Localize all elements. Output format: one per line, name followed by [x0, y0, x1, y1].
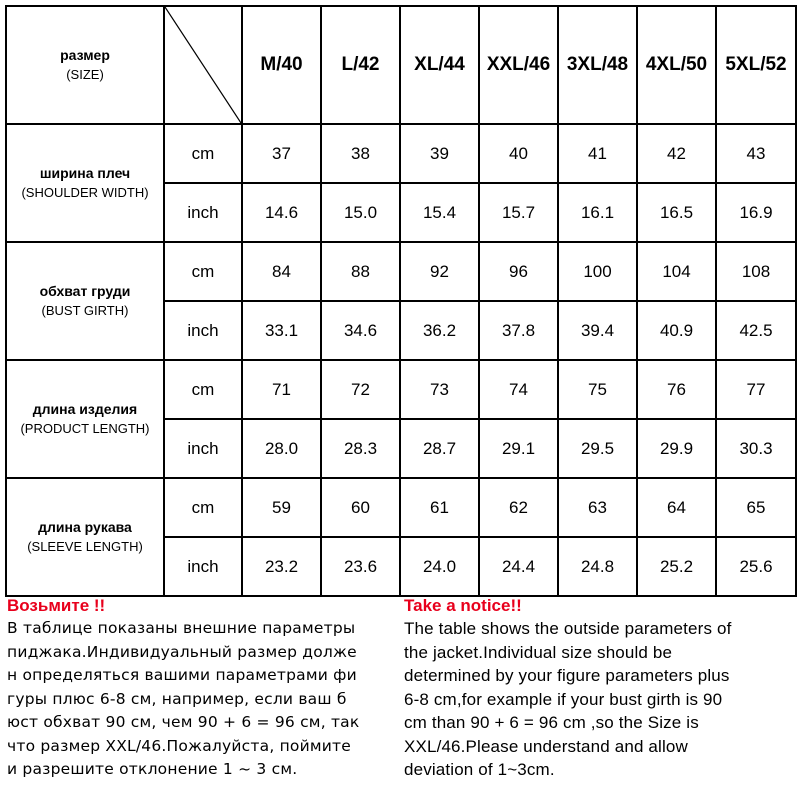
- value-cell: 77: [716, 360, 796, 419]
- value-cell: 15.4: [400, 183, 479, 242]
- value-cell: 33.1: [242, 301, 321, 360]
- value-cell: 88: [321, 242, 400, 301]
- notice-line: 6-8 cm,for example if your bust girth is 90: [404, 689, 723, 709]
- value-cell: 72: [321, 360, 400, 419]
- unit-cell: cm: [164, 124, 242, 183]
- value-cell: 16.5: [637, 183, 716, 242]
- notice-en: [404, 595, 796, 782]
- group-label-sleeve-length: [6, 478, 164, 596]
- value-cell: 60: [321, 478, 400, 537]
- notice-ru: [7, 595, 399, 782]
- value-cell: 64: [637, 478, 716, 537]
- size-header: XXL/46: [479, 6, 558, 124]
- value-cell: 25.2: [637, 537, 716, 596]
- value-cell: 76: [637, 360, 716, 419]
- value-cell: 74: [479, 360, 558, 419]
- diagonal-line: [165, 7, 241, 123]
- value-cell: 42: [637, 124, 716, 183]
- value-cell: 25.6: [716, 537, 796, 596]
- size-header: XL/44: [400, 6, 479, 124]
- value-cell: 28.7: [400, 419, 479, 478]
- value-cell: 16.1: [558, 183, 637, 242]
- size-header-row: [6, 6, 796, 124]
- unit-cell: inch: [164, 183, 242, 242]
- value-cell: 40: [479, 124, 558, 183]
- size-header: L/42: [321, 6, 400, 124]
- value-cell: 37: [242, 124, 321, 183]
- notice-ru-title: Возьмите !!: [7, 596, 106, 615]
- group-label-en: (BUST GIRTH): [41, 303, 129, 318]
- table-row: [6, 478, 796, 537]
- notice-line: н определяться вашими параметрами фи: [7, 666, 357, 684]
- size-header: M/40: [242, 6, 321, 124]
- value-cell: 71: [242, 360, 321, 419]
- unit-cell: inch: [164, 537, 242, 596]
- value-cell: 96: [479, 242, 558, 301]
- group-label-ru: длина изделия: [32, 401, 138, 417]
- table-row: [6, 124, 796, 183]
- value-cell: 34.6: [321, 301, 400, 360]
- value-cell: 41: [558, 124, 637, 183]
- value-cell: 37.8: [479, 301, 558, 360]
- notice-line: гуры плюс 6-8 см, например, если ваш б: [7, 689, 347, 708]
- value-cell: 15.7: [479, 183, 558, 242]
- notice-line: deviation of 1~3cm.: [404, 760, 555, 779]
- value-cell: 14.6: [242, 183, 321, 242]
- value-cell: 16.9: [716, 183, 796, 242]
- unit-cell: inch: [164, 419, 242, 478]
- group-label-bust-girth: [6, 242, 164, 360]
- unit-cell: cm: [164, 478, 242, 537]
- size-header: 4XL/50: [637, 6, 716, 124]
- value-cell: 65: [716, 478, 796, 537]
- size-label-cell: [6, 6, 164, 124]
- value-cell: 29.9: [637, 419, 716, 478]
- value-cell: 62: [479, 478, 558, 537]
- notice-line: cm than 90 + 6 = 96 cm ,so the Size is: [404, 713, 699, 732]
- notice-en-text: [404, 617, 796, 782]
- size-label-en: (SIZE): [66, 67, 104, 82]
- group-label-ru: обхват груди: [39, 283, 131, 299]
- value-cell: 24.0: [400, 537, 479, 596]
- value-cell: 104: [637, 242, 716, 301]
- notice-ru-text: [7, 617, 399, 782]
- value-cell: 36.2: [400, 301, 479, 360]
- group-label-ru: длина рукава: [38, 519, 132, 535]
- value-cell: 24.4: [479, 537, 558, 596]
- notice-line: что размер XXL/46.Пожалуйста, поймите: [7, 736, 351, 755]
- size-header: 5XL/52: [716, 6, 796, 124]
- notice-line: пиджака.Индивидуальный размер долже: [7, 642, 357, 661]
- value-cell: 73: [400, 360, 479, 419]
- notice-line: XXL/46.Please understand and allow: [404, 736, 688, 756]
- unit-cell: cm: [164, 242, 242, 301]
- value-cell: 39.4: [558, 301, 637, 360]
- value-cell: 29.5: [558, 419, 637, 478]
- group-label-en: (SLEEVE LENGTH): [27, 539, 143, 554]
- notice-line: юст обхват 90 см, чем 90 + 6 = 96 см, так: [7, 713, 360, 731]
- notice-line: и разрешите отклонение 1 ~ 3 см.: [7, 760, 298, 778]
- notice-line: determined by your figure parameters plus: [404, 666, 730, 685]
- value-cell: 39: [400, 124, 479, 183]
- group-label-en: (PRODUCT LENGTH): [20, 421, 150, 436]
- table-row: [6, 360, 796, 419]
- value-cell: 61: [400, 478, 479, 537]
- value-cell: 28.3: [321, 419, 400, 478]
- size-header: 3XL/48: [558, 6, 637, 124]
- value-cell: 92: [400, 242, 479, 301]
- value-cell: 42.5: [716, 301, 796, 360]
- value-cell: 23.2: [242, 537, 321, 596]
- value-cell: 40.9: [637, 301, 716, 360]
- unit-cell: inch: [164, 301, 242, 360]
- value-cell: 84: [242, 242, 321, 301]
- value-cell: 28.0: [242, 419, 321, 478]
- notice-line: the jacket.Individual size should be: [404, 642, 673, 662]
- value-cell: 29.1: [479, 419, 558, 478]
- value-cell: 43: [716, 124, 796, 183]
- size-label-ru: размер: [60, 47, 110, 63]
- value-cell: 108: [716, 242, 796, 301]
- value-cell: 23.6: [321, 537, 400, 596]
- diagonal-corner-cell: [164, 6, 242, 124]
- value-cell: 59: [242, 478, 321, 537]
- group-label-ru: ширина плеч: [39, 165, 131, 181]
- value-cell: 38: [321, 124, 400, 183]
- notice-en-title: Take a notice!!: [404, 596, 522, 615]
- notice-line: The table shows the outside parameters of: [404, 619, 732, 638]
- value-cell: 30.3: [716, 419, 796, 478]
- group-label-shoulder-width: [6, 124, 164, 242]
- table-row: [6, 242, 796, 301]
- value-cell: 75: [558, 360, 637, 419]
- size-chart-table: [5, 5, 797, 597]
- group-label-product-length: [6, 360, 164, 478]
- group-label-en: (SHOULDER WIDTH): [21, 185, 149, 200]
- value-cell: 15.0: [321, 183, 400, 242]
- value-cell: 63: [558, 478, 637, 537]
- value-cell: 24.8: [558, 537, 637, 596]
- unit-cell: cm: [164, 360, 242, 419]
- value-cell: 100: [558, 242, 637, 301]
- notice-line: В таблице показаны внешние параметры: [7, 619, 356, 637]
